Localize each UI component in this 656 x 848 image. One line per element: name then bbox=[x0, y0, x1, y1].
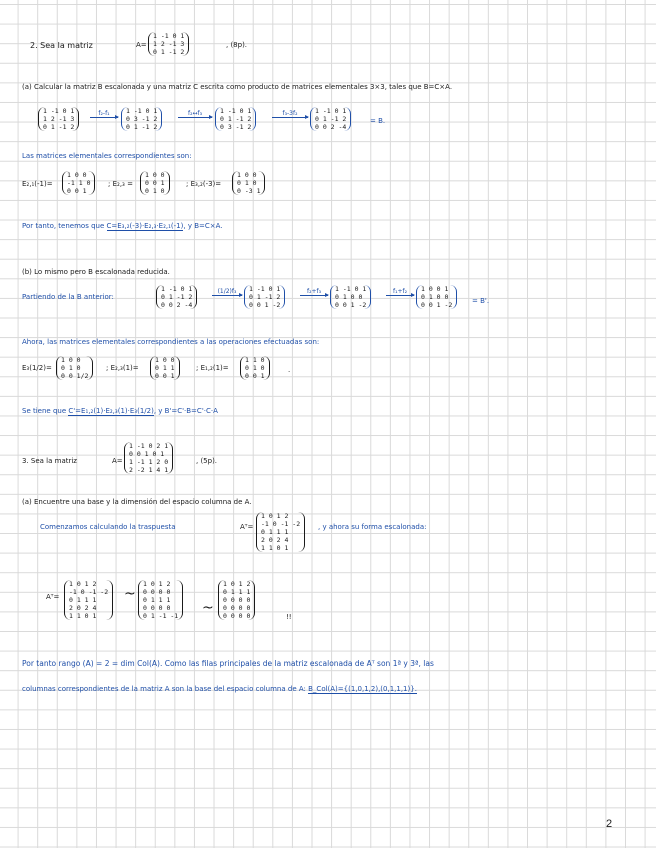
part-3a-prompt: (a) Encuentre una base y la dimensión del espacio columna de A. bbox=[22, 498, 252, 506]
matrix-row: 1 1 0 1 bbox=[69, 612, 97, 620]
matrix-row: 0 0 0 0 bbox=[223, 596, 251, 604]
matrix-row: 1 -1 0 1 bbox=[126, 107, 158, 115]
part-a-matrix-2 bbox=[121, 107, 162, 131]
matrix-row: 1 0 0 bbox=[67, 171, 87, 179]
matrix-row: 1 -1 0 1 bbox=[43, 107, 75, 115]
part-b-matrix-4 bbox=[416, 285, 457, 309]
matrix-row: 1 0 0 1 bbox=[421, 285, 449, 293]
matrix-row: 1 -1 0 1 bbox=[153, 32, 185, 40]
matrix-row: 1 -1 1 2 0 bbox=[129, 458, 169, 466]
part-a-e2-label: ; E₂,₃ = bbox=[108, 180, 133, 188]
part-b-e3-matrix bbox=[240, 356, 270, 380]
matrix-row: 0 3 -1 2 bbox=[126, 115, 158, 123]
part-3a-tilde-1: ~ bbox=[124, 586, 136, 602]
matrix-row: 1 0 0 bbox=[61, 356, 81, 364]
part-b-start: Partiendo de la B anterior: bbox=[22, 293, 114, 301]
matrix-row: 1 0 1 2 bbox=[261, 512, 289, 520]
part-b-e3-label: ; E₁,₂(1)= bbox=[196, 364, 229, 372]
matrix-row: 0 0 0 0 bbox=[223, 612, 251, 620]
matrix-row: 1 1 0 bbox=[245, 356, 265, 364]
part-3a-final-line-1: Por tanto rango (A) = 2 = dim Col(A). Como las filas principales de la matriz escalonada de Aᵀ son 1ª y 3ª, las bbox=[22, 659, 434, 668]
part-3a-chain-end: !! bbox=[286, 613, 292, 621]
matrix-row: 1 0 0 bbox=[145, 171, 165, 179]
matrix-row: 0 1 -1 2 bbox=[43, 123, 75, 131]
matrix-row: 2 0 2 4 bbox=[69, 604, 97, 612]
part-a-b-equals: = B. bbox=[370, 117, 386, 125]
part-a-e1-label: E₂,₁(-1)= bbox=[22, 180, 53, 188]
part-3a-echelon-step-1 bbox=[64, 580, 113, 620]
part-a-prompt: (a) Calcular la matriz B escalonada y una matriz C escrita como producto de matrices elementales 3×3, tales que B=C×A. bbox=[22, 83, 453, 91]
part-b-matrix-3 bbox=[330, 285, 371, 309]
matrix-row: 0 0 2 -4 bbox=[315, 123, 347, 131]
matrix-row: 0 0 1 -2 bbox=[421, 301, 453, 309]
matrix-row: 0 0 0 0 bbox=[143, 604, 171, 612]
problem-2-matrix-label: A= bbox=[136, 41, 147, 49]
matrix-row: 0 1 0 bbox=[237, 179, 257, 187]
part-b-e2-matrix bbox=[150, 356, 180, 380]
part-b-prompt: (b) Lo mismo pero B escalonada reducida. bbox=[22, 268, 170, 276]
matrix-row: 1 0 0 bbox=[237, 171, 257, 179]
matrix-row: 0 1 0 bbox=[245, 364, 265, 372]
matrix-row: 0 0 1 bbox=[245, 372, 265, 380]
matrix-row: -1 0 -1 -2 bbox=[69, 588, 109, 596]
part-a-e1-matrix bbox=[62, 171, 95, 195]
part-a-arrow-1: f₂-f₁ bbox=[90, 110, 118, 118]
matrix-row: 0 1 -1 2 bbox=[315, 115, 347, 123]
matrix-row: 1 -1 0 2 1 bbox=[129, 442, 169, 450]
part-a-matrix-4 bbox=[310, 107, 351, 131]
matrix-row: 2 0 2 4 bbox=[261, 536, 289, 544]
part-a-arrow-2: f₂↔f₃ bbox=[178, 110, 212, 118]
matrix-row: 0 1 -1 2 bbox=[249, 293, 281, 301]
matrix-row: 0 1 -1 2 bbox=[153, 48, 185, 56]
matrix-row: 1 0 1 2 bbox=[143, 580, 171, 588]
matrix-row: 0 -3 1 bbox=[237, 187, 261, 195]
matrix-row: 1 0 1 2 bbox=[69, 580, 97, 588]
matrix-row: 0 0 1 0 1 bbox=[129, 450, 165, 458]
part-3a-intro: Comenzamos calculando la traspuesta bbox=[40, 523, 176, 531]
matrix-row: 1 2 -1 3 bbox=[153, 40, 185, 48]
matrix-row: 0 1 1 1 bbox=[143, 596, 171, 604]
part-b-arrow-2: f₂+f₃ bbox=[300, 288, 328, 296]
problem-3-matrix-label: A= bbox=[112, 457, 123, 465]
part-b-matrix-1 bbox=[156, 285, 197, 309]
matrix-row: 2 -2 1 4 1 bbox=[129, 466, 169, 474]
matrix-row: 0 0 1 -2 bbox=[249, 301, 281, 309]
part-3a-basis-formula: B_Col(A)={(1,0,1,2),(0,1,1,1)}. bbox=[308, 685, 417, 693]
problem-2-points: , (8p). bbox=[226, 41, 248, 49]
matrix-row: 1 2 -1 3 bbox=[43, 115, 75, 123]
matrix-row: 1 -1 0 1 bbox=[161, 285, 193, 293]
matrix-row: 0 1 1 1 bbox=[223, 588, 251, 596]
matrix-row: 1 -1 0 1 bbox=[335, 285, 367, 293]
part-a-conclusion: Por tanto, tenemos que C=E₃,₂(-3)·E₂,₃·E₂,₁(-1), y B=C×A. bbox=[22, 222, 223, 230]
part-3a-tilde-2: ~ bbox=[202, 600, 214, 616]
matrix-row: 0 1 1 1 bbox=[69, 596, 97, 604]
part-b-bprime-equals: = B'. bbox=[472, 297, 490, 305]
matrix-row: 1 0 1 2 bbox=[223, 580, 251, 588]
part-a-elementary-title: Las matrices elementales correspondientes son: bbox=[22, 152, 192, 160]
part-3a-echelon-step-2 bbox=[138, 580, 183, 620]
part-3a-transpose-matrix bbox=[256, 512, 305, 552]
part-a-e3-matrix bbox=[232, 171, 265, 195]
part-a-c-formula: C=E₃,₂(-3)·E₂,₃·E₂,₁(-1) bbox=[106, 222, 184, 230]
part-3a-intro-post: , y ahora su forma escalonada: bbox=[318, 523, 427, 531]
matrix-row: 0 0 0 0 bbox=[223, 604, 251, 612]
matrix-row: 0 1 0 bbox=[145, 187, 165, 195]
matrix-row: 0 1 -1 2 bbox=[126, 123, 158, 131]
problem-3-points: , (5p). bbox=[196, 457, 218, 465]
part-b-elementary-title: Ahora, las matrices elementales correspondientes a las operaciones efectuadas son: bbox=[22, 338, 320, 346]
part-a-arrow-3: f₃-3f₂ bbox=[272, 110, 308, 118]
matrix-row: 1 1 0 1 bbox=[261, 544, 289, 552]
matrix-row: 1 -1 0 1 bbox=[315, 107, 347, 115]
part-b-arrow-3: f₁+f₂ bbox=[386, 288, 414, 296]
part-3a-at-label: Aᵀ= bbox=[240, 523, 254, 531]
matrix-row: 0 1 0 0 bbox=[421, 293, 449, 301]
matrix-row: 0 0 1 bbox=[155, 372, 175, 380]
matrix-row: 0 0 1 bbox=[67, 187, 87, 195]
part-b-e1-label: E₃(1/2)= bbox=[22, 364, 52, 372]
matrix-row: 0 1 -1 2 bbox=[220, 115, 252, 123]
page-number: 2 bbox=[606, 818, 613, 830]
part-b-e3-period: . bbox=[288, 366, 291, 374]
matrix-row: 1 -1 0 1 bbox=[249, 285, 281, 293]
part-b-e1-matrix bbox=[56, 356, 93, 380]
part-b-e2-label: ; E₂,₃(1)= bbox=[106, 364, 139, 372]
part-b-conclusion: Se tiene que C'=E₁,₂(1)·E₂,₃(1)·E₃(1/2), y B'=C'·B=C'·C·A bbox=[22, 407, 218, 415]
problem-2-matrix bbox=[148, 32, 189, 56]
problem-3-title: 3. Sea la matriz bbox=[22, 457, 77, 465]
matrix-row: 1 -1 0 1 bbox=[220, 107, 252, 115]
matrix-row: 0 1 1 bbox=[155, 364, 175, 372]
part-3a-echelon-step-3 bbox=[218, 580, 255, 620]
problem-2-title: 2. Sea la matriz bbox=[30, 41, 93, 50]
matrix-row: 0 1 -1 -1 bbox=[143, 612, 179, 620]
matrix-row: 0 1 -1 2 bbox=[161, 293, 193, 301]
matrix-row: -1 1 0 bbox=[67, 179, 91, 187]
part-a-e2-matrix bbox=[140, 171, 170, 195]
matrix-row: 0 0 1 bbox=[145, 179, 165, 187]
matrix-row: 0 0 1 -2 bbox=[335, 301, 367, 309]
matrix-row: 0 1 1 1 bbox=[261, 528, 289, 536]
matrix-row: 0 0 2 -4 bbox=[161, 301, 193, 309]
matrix-row: 0 0 0 0 bbox=[143, 588, 171, 596]
matrix-row: 1 0 0 bbox=[155, 356, 175, 364]
part-b-cprime-formula: C'=E₁,₂(1)·E₂,₃(1)·E₃(1/2) bbox=[68, 407, 154, 415]
part-a-e3-label: ; E₃,₂(-3)= bbox=[186, 180, 222, 188]
part-3a-final-line-2: columnas correspondientes de la matriz A son la base del espacio columna de A: B_Col(A)={(1,0,1,2),(0,1,1,1)}. bbox=[22, 685, 417, 693]
problem-3-matrix bbox=[124, 442, 173, 474]
part-b-matrix-2 bbox=[244, 285, 285, 309]
part-b-arrow-1: (1/2)f₃ bbox=[212, 288, 242, 296]
matrix-row: 0 1 0 0 bbox=[335, 293, 363, 301]
matrix-row: 0 0 1/2 bbox=[61, 372, 89, 380]
part-a-matrix-3 bbox=[215, 107, 256, 131]
part-a-matrix-1 bbox=[38, 107, 79, 131]
part-3a-chain-label: Aᵀ= bbox=[46, 593, 60, 601]
matrix-row: 0 3 -1 2 bbox=[220, 123, 252, 131]
matrix-row: -1 0 -1 -2 bbox=[261, 520, 301, 528]
matrix-row: 0 1 0 bbox=[61, 364, 81, 372]
